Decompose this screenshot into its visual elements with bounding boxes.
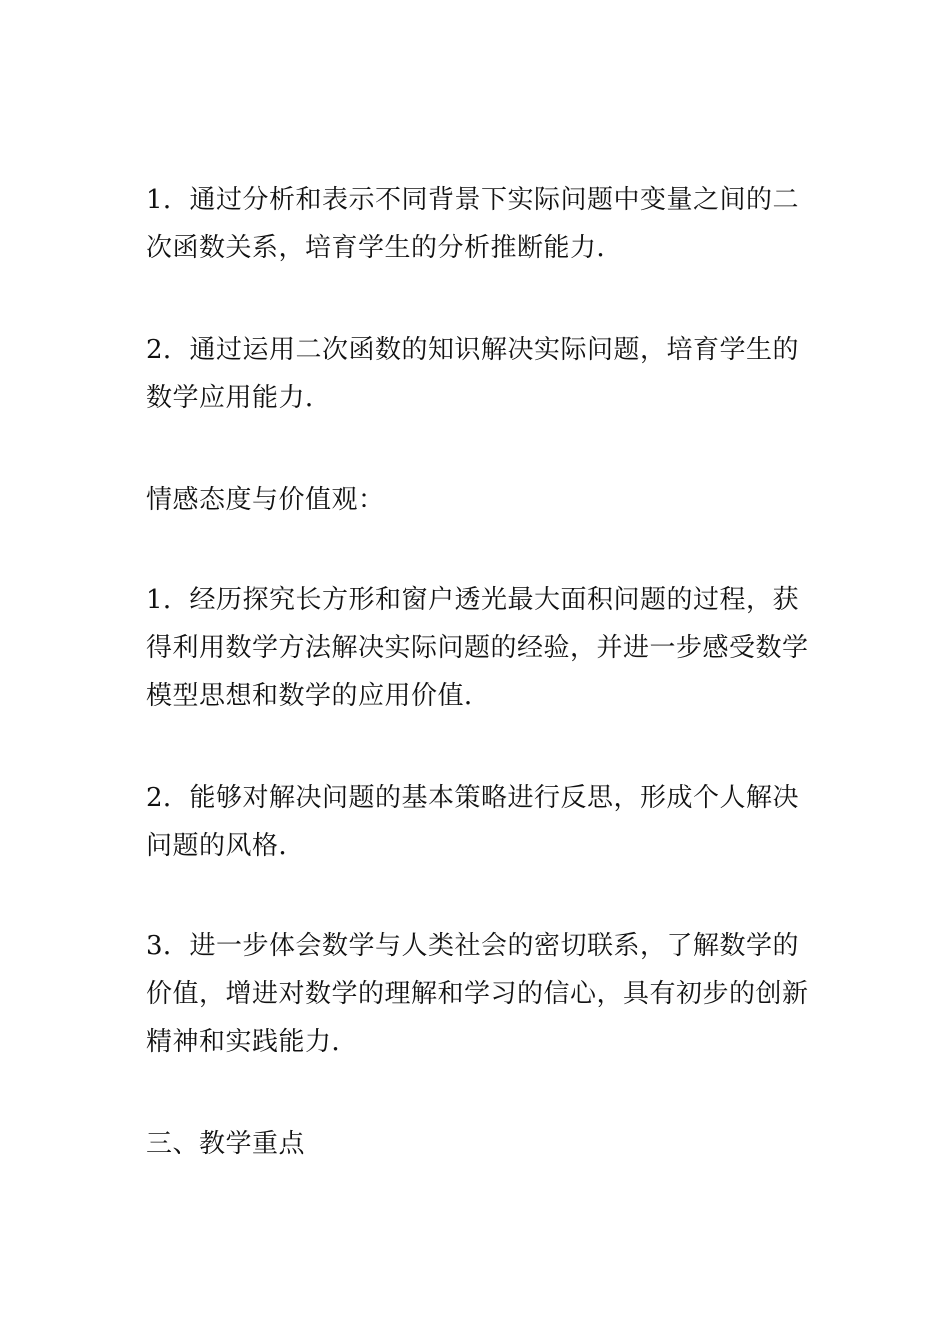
section-heading-emotion-values: 情感态度与价值观： (146, 485, 385, 515)
section-heading-teaching-focus: 三、教学重点 (146, 1129, 306, 1159)
paragraph-process-method-1: 1．通过分析和表示不同背景下实际问题中变量之间的二次函数关系，培育学生的分析推断能力． (146, 185, 800, 263)
paragraph-emotion-values-2: 2．能够对解决问题的基本策略进行反思，形成个人解决问题的风格． (146, 783, 800, 861)
paragraph-process-method-2: 2．通过运用二次函数的知识解决实际问题，培育学生的数学应用能力． (146, 335, 800, 413)
paragraph-emotion-values-1: 1．经历探究长方形和窗户透光最大面积问题的过程，获得利用数学方法解决实际问题的经验，并进一步感受数学模型思想和数学的应用价值． (146, 585, 809, 711)
paragraph-emotion-values-3: 3．进一步体会数学与人类社会的密切联系，了解数学的价值，增进对数学的理解和学习的信心，具有初步的创新精神和实践能力． (146, 931, 809, 1057)
